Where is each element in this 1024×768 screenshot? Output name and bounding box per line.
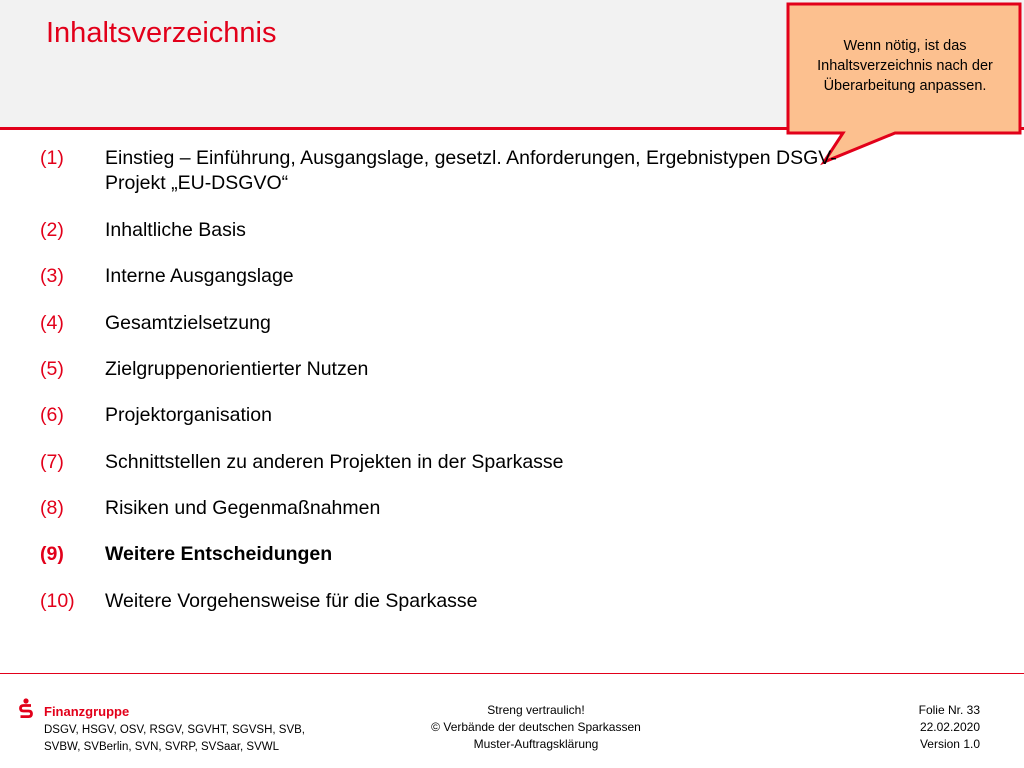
toc-text: Inhaltliche Basis [105, 219, 246, 241]
toc-text: Weitere Entscheidungen [105, 543, 333, 565]
slide-version: Version 1.0 [919, 737, 980, 751]
toc-text: Schnittstellen zu anderen Projekten in der Sparkasse [105, 451, 564, 473]
toc-text: Weitere Vorgehensweise für die Sparkasse [105, 590, 478, 612]
footer-center-line: © Verbände der deutschen Sparkassen [431, 720, 641, 734]
callout-text [790, 36, 1020, 96]
slide-title: Inhaltsverzeichnis [46, 17, 277, 49]
toc-line: Einstieg – Einführung, Ausgangslage, gesetzl. Anforderungen, Ergebnistypen DSGV- [105, 147, 837, 169]
callout-line: Wenn nötig, ist das [843, 38, 967, 54]
toc-text: Risiken und Gegenmaßnahmen [105, 497, 381, 519]
toc-number: (7) [40, 451, 64, 473]
slide-date: 22.02.2020 [919, 720, 980, 734]
toc-number: (9) [40, 543, 64, 565]
confidentiality-note [380, 702, 692, 753]
footer-divider [0, 673, 1024, 674]
toc-text [105, 146, 975, 196]
callout-line: Überarbeitung anpassen. [823, 78, 987, 94]
toc-text: Projektorganisation [105, 404, 272, 426]
toc-number: (4) [40, 312, 64, 334]
toc-text: Interne Ausgangslage [105, 265, 294, 287]
brand-name: Finanzgruppe [44, 704, 130, 719]
toc-number: (10) [40, 590, 75, 612]
callout-line: Inhaltsverzeichnis nach der [817, 58, 993, 74]
toc-number: (1) [40, 147, 64, 169]
slide-number: Folie Nr. 33 [918, 703, 980, 717]
toc-number: (5) [40, 358, 64, 380]
footer-center-line: Muster-Auftragsklärung [473, 737, 599, 751]
association-list [44, 722, 344, 756]
association-line: DSGV, HSGV, OSV, RSGV, SGVHT, SGVSH, SVB, [44, 724, 305, 736]
toc-number: (8) [40, 497, 64, 519]
sparkasse-s-icon [18, 698, 34, 720]
toc-text: Gesamtzielsetzung [105, 312, 271, 334]
slide-meta [860, 702, 980, 753]
toc-number: (3) [40, 265, 64, 287]
toc-number: (6) [40, 404, 64, 426]
toc-number: (2) [40, 219, 64, 241]
toc-text: Zielgruppenorientierter Nutzen [105, 358, 369, 380]
footer-center-line: Streng vertraulich! [487, 703, 585, 717]
association-line: SVBW, SVBerlin, SVN, SVRP, SVSaar, SVWL [44, 741, 279, 753]
toc-line: Projekt „EU-DSGVO“ [105, 172, 289, 194]
